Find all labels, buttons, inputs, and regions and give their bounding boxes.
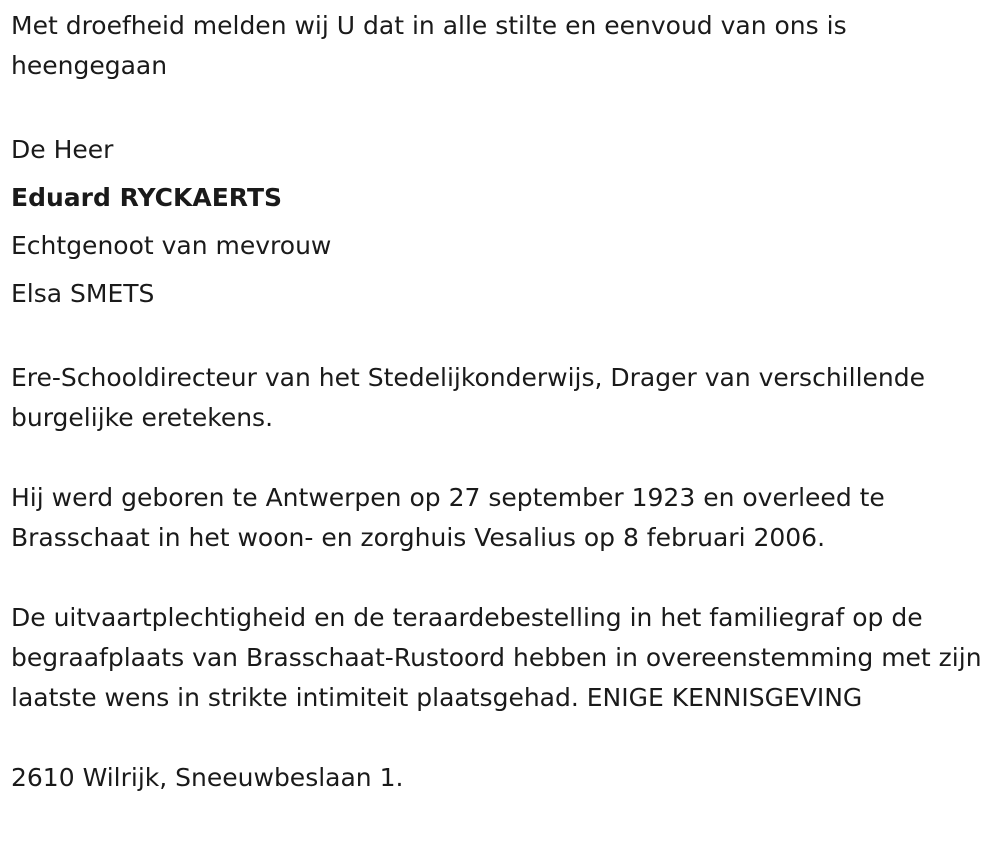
life-text: Hij werd geboren te Antwerpen op 27 september 1923 en overleed te Brasschaat in het woon- en zorghuis Vesalius op 8 februari 2006. <box>11 483 885 552</box>
spacer <box>11 318 996 358</box>
deceased-name: Eduard RYCKAERTS <box>11 183 282 212</box>
death-notice <box>11 6 996 798</box>
spacer <box>11 86 996 126</box>
funeral-text: De uitvaartplechtigheid en de teraardebestelling in het familiegraf op de begraafplaats van Brasschaat-Rustoord hebben in overeenstemming met zijn laatste wens in strikte intimiteit plaatsgehad. ENIGE KENNISGEVING <box>11 603 982 712</box>
spacer <box>11 718 996 758</box>
address-text: 2610 Wilrijk, Sneeuwbeslaan 1. <box>11 763 404 792</box>
honorific: De Heer <box>11 135 114 164</box>
spouse-label: Echtgenoot van mevrouw <box>11 231 332 260</box>
spouse-name: Elsa SMETS <box>11 279 155 308</box>
spacer <box>11 438 996 478</box>
intro-text: Met droefheid melden wij U dat in alle stilte en eenvoud van ons is heengegaan <box>11 11 847 80</box>
spacer <box>11 558 996 598</box>
career-text: Ere-Schooldirecteur van het Stedelijkonderwijs, Drager van verschillende burgelijke eretekens. <box>11 363 925 432</box>
